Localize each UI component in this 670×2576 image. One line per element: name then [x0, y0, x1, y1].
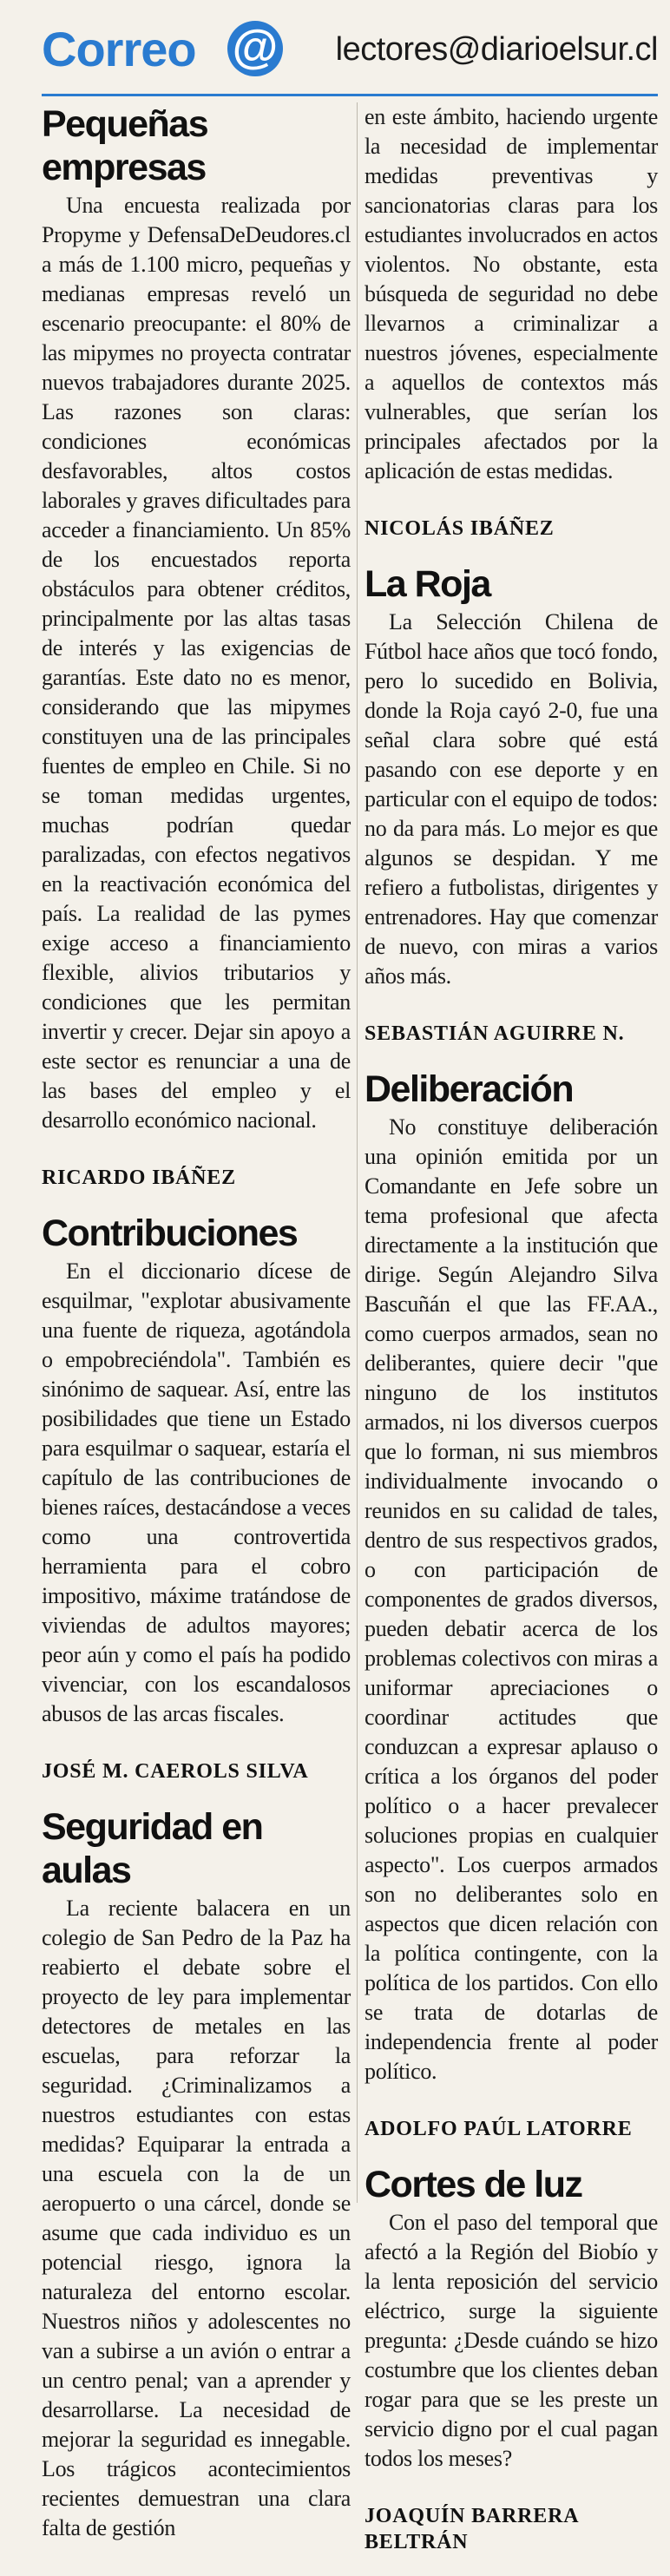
letter-body: No constituye deliberación una opinión emitida por un Comandante en Jefe sobre un tema profesional que afecta directamente a la institución que dirige. Según Alejandro Silva Bascuñán el que las FF.AA., como cuerpos armados, sean no deliberantes, quiere decir "que ninguno de los institutos armados, ni los diversos cuerpos que lo forman, ni sus miembros individualmente invocando o reunidos en su calidad de tales, dentro de sus respectivos grados, o con participación de componentes de grados diversos, pueden debatir acerca de los problemas colectivos con miras a uniformar apreciaciones o coordinar actitudes que conduzcan a expresar aplauso o crítica a los órganos del poder político o a hacer prevalecer soluciones propias en cualquier aspecto". Los cuerpos armados son no deliberantes solo en aspectos que dicen relación con la política contingente, con la política de los partidos. Con ello se trata de dotarlas de independencia frente al poder político. — [365, 1114, 658, 2084]
letter-seguridad-en-aulas-continued — [365, 102, 658, 542]
contact-email: lectores@diarioelsur.cl — [335, 31, 658, 68]
letter-seguridad-en-aulas — [42, 1805, 351, 2543]
left-column — [42, 102, 351, 2543]
letter-author: JOSÉ M. CAEROLS SILVA — [42, 1760, 309, 1783]
letter-title: Cortes de luz — [365, 2164, 582, 2205]
letter-title: Pequeñas empresas — [42, 103, 208, 188]
letter-title: Seguridad en aulas — [42, 1806, 263, 1891]
letter-title: Deliberación — [365, 1068, 574, 1110]
letter-title: La Roja — [365, 563, 490, 605]
letter-author: SEBASTIÁN AGUIRRE N. — [365, 1022, 625, 1045]
column-divider — [357, 102, 358, 2203]
letter-body: La Selección Chilena de Fútbol hace años que tocó fondo, pero lo sucedido en Bolivia, donde la Roja cayó 2-0, fue una señal clara sobre qué está pasando con ese deporte y en particular con el equipo de todos: no da para más. Lo mejor es que algunos se despidan. Y me refiero a futbolistas, dirigentes y entrenadores. Hay que comenzar de nuevo, con miras a varios años más. — [365, 609, 658, 989]
letter-body: La reciente balacera en un colegio de San Pedro de la Paz ha reabierto el debate sobre el proyecto de ley para implementar detectores de metales en las escuelas, para reforzar la seguridad. ¿Criminalizamos a nuestros estudiantes con estas medidas? Equiparar la entrada a una escuela con la de un aeropuerto o una cárcel, donde se asume que cada individuo es un potencial riesgo, ignora la naturaleza del entorno escolar. Nuestros niños y adolescentes no van a subirse a un avión o entrar a un centro penal; van a aprender y desarrollarse. La necesidad de mejorar la seguridad es innegable. Los trágicos acontecimientos recientes demuestran una clara falta de gestión — [42, 1896, 351, 2540]
letter-author: NICOLÁS IBÁÑEZ — [365, 517, 555, 540]
letter-deliberacion — [365, 1068, 658, 2142]
letter-body: Con el paso del temporal que afectó a la Región del Biobío y la lenta reposición del servicio eléctrico, surge la siguiente pregunta: ¿Desde cuándo se hizo costumbre que los clientes deban rogar para que se les preste un servicio digno por el cual pagan todos los meses? — [365, 2210, 658, 2471]
letter-body: En el diccionario dícese de esquilmar, "explotar abusivamente una fuente de riqueza, agotándola o empobreciéndola". También es sinónimo de saquear. Así, entre las posibilidades que tiene un Estado para esquilmar o saquear, estaría el capítulo de las contribuciones de bienes raíces, destacándose a veces como una controvertida herramienta para el cobro impositivo, máxime tratándose de viviendas de adultos mayores; peor aún y como el país ha podido vivenciar, con los escandalosos abusos de las arcas fiscales. — [42, 1258, 351, 1726]
letter-pequenas-empresas — [42, 102, 351, 1191]
letter-la-roja — [365, 562, 658, 1047]
at-sign-icon: @ — [227, 21, 283, 76]
letter-author: RICARDO IBÁÑEZ — [42, 1166, 236, 1189]
section-title: Correo — [42, 22, 196, 76]
letter-body-continued: en este ámbito, haciendo urgente la necesidad de implementar medidas preventivas y sancionatorias claras para los estudiantes involucrados en actos violentos. No obstante, esta búsqueda de seguridad no debe llevarnos a criminalizar a nuestros jóvenes, especialmente a aquellos de contextos más vulnerables, que serían los principales afectados por la aplicación de estas medidas. — [365, 104, 658, 483]
letter-title: Contribuciones — [42, 1212, 298, 1254]
letter-author: ADOLFO PAÚL LATORRE — [365, 2118, 633, 2140]
letter-contribuciones — [42, 1212, 351, 1784]
right-column — [365, 102, 658, 2576]
letter-author: JOAQUÍN BARRERA BELTRÁN — [365, 2505, 579, 2553]
letter-body: Una encuesta realizada por Propyme y DefensaDeDeudores.cl a más de 1.100 micro, pequeñas y medianas empresas reveló un escenario preocupante: el 80% de las mipymes no proyecta contratar nuevos trabajadores durante 2025. Las razones son claras: condiciones económicas desfavorables, altos costos laborales y graves dificultades para acceder a financiamiento. Un 85% de los encuestados reporta obstáculos para obtener créditos, principalmente por las altas tasas de interés y las exigencias de garantías. Este dato no es menor, considerando que las mipymes constituyen una de las principales fuentes de empleo en Chile. Si no se toman medidas urgentes, muchas podrían quedar paralizadas, con efectos negativos en la reactivación económica del país. La realidad de las pymes exige acceso a financiamiento flexible, alivios tributarios y condiciones que les permitan invertir y crecer. Dejar sin apoyo a este sector es renunciar a una de las bases del empleo y el desarrollo económico nacional. — [42, 193, 351, 1133]
section-header — [42, 17, 658, 96]
